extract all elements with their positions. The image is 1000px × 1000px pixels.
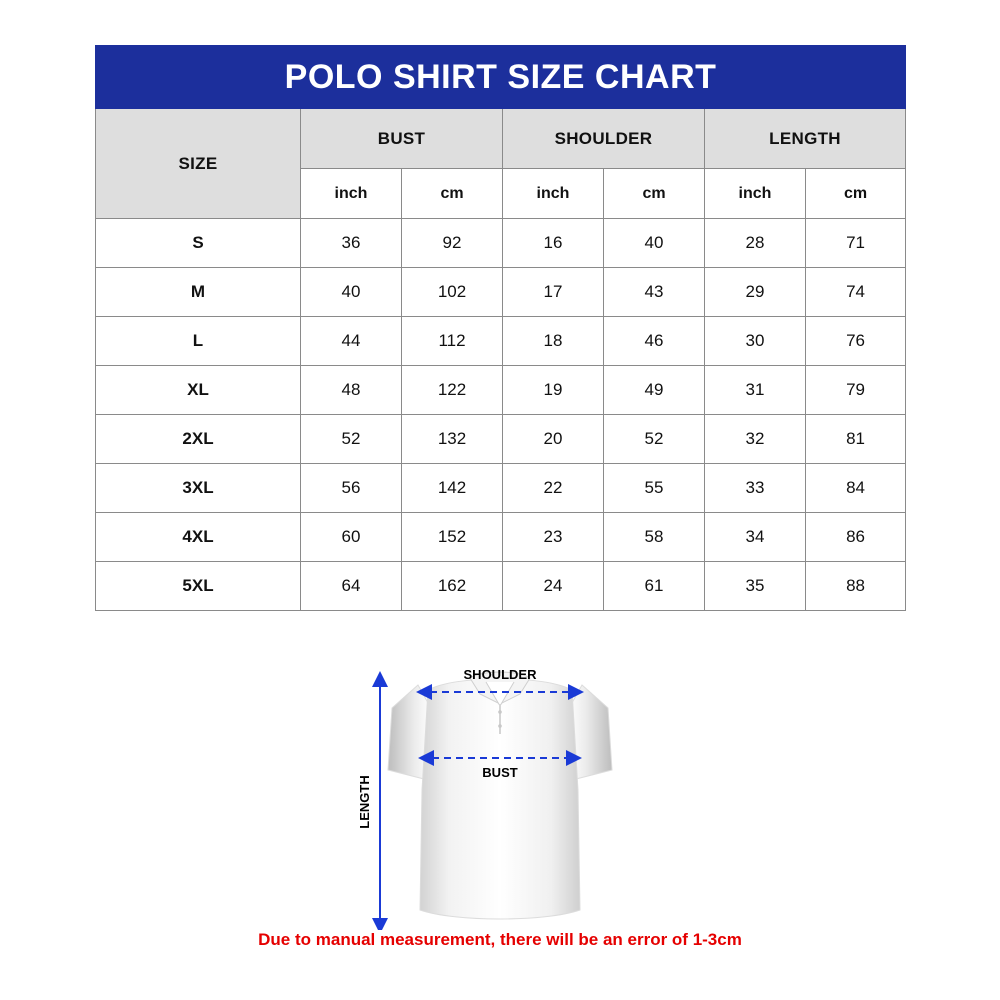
cell-length-inch: 32 — [705, 415, 806, 464]
shoulder-label: SHOULDER — [463, 667, 537, 682]
cell-shoulder-cm: 43 — [604, 268, 705, 317]
cell-bust-inch: 56 — [301, 464, 402, 513]
row-size-label: 3XL — [96, 464, 301, 513]
table-row — [96, 268, 906, 317]
row-size-label: 5XL — [96, 562, 301, 611]
table-row — [96, 464, 906, 513]
unit-length-inch: inch — [705, 169, 806, 219]
unit-shoulder-cm: cm — [604, 169, 705, 219]
chart-title-row — [96, 46, 906, 109]
header-length: LENGTH — [705, 109, 906, 169]
cell-shoulder-cm: 58 — [604, 513, 705, 562]
row-size-label: XL — [96, 366, 301, 415]
cell-bust-inch: 60 — [301, 513, 402, 562]
cell-bust-inch: 36 — [301, 219, 402, 268]
measurement-note: Due to manual measurement, there will be an error of 1-3cm — [258, 930, 742, 949]
measurement-illustration — [0, 630, 1000, 930]
cell-length-cm: 86 — [806, 513, 906, 562]
cell-length-inch: 34 — [705, 513, 806, 562]
table-row — [96, 562, 906, 611]
cell-shoulder-inch: 17 — [503, 268, 604, 317]
table-row — [96, 415, 906, 464]
cell-bust-cm: 132 — [402, 415, 503, 464]
table-row — [96, 513, 906, 562]
cell-bust-inch: 44 — [301, 317, 402, 366]
cell-length-cm: 76 — [806, 317, 906, 366]
cell-length-cm: 71 — [806, 219, 906, 268]
length-label: LENGTH — [357, 775, 372, 829]
cell-bust-inch: 52 — [301, 415, 402, 464]
cell-shoulder-cm: 52 — [604, 415, 705, 464]
cell-shoulder-inch: 20 — [503, 415, 604, 464]
cell-shoulder-inch: 18 — [503, 317, 604, 366]
row-size-label: 2XL — [96, 415, 301, 464]
table-row — [96, 219, 906, 268]
cell-shoulder-inch: 23 — [503, 513, 604, 562]
cell-length-inch: 30 — [705, 317, 806, 366]
cell-bust-cm: 162 — [402, 562, 503, 611]
header-size: SIZE — [96, 109, 301, 219]
cell-length-cm: 74 — [806, 268, 906, 317]
cell-bust-cm: 92 — [402, 219, 503, 268]
cell-bust-cm: 122 — [402, 366, 503, 415]
row-size-label: 4XL — [96, 513, 301, 562]
cell-length-inch: 33 — [705, 464, 806, 513]
cell-shoulder-cm: 61 — [604, 562, 705, 611]
cell-length-inch: 28 — [705, 219, 806, 268]
cell-length-inch: 29 — [705, 268, 806, 317]
cell-length-cm: 88 — [806, 562, 906, 611]
cell-shoulder-cm: 40 — [604, 219, 705, 268]
cell-shoulder-inch: 24 — [503, 562, 604, 611]
size-chart-table-wrapper — [95, 45, 905, 611]
header-bust: BUST — [301, 109, 503, 169]
cell-shoulder-cm: 49 — [604, 366, 705, 415]
page-title: POLO SHIRT SIZE CHART — [96, 46, 906, 109]
row-size-label: M — [96, 268, 301, 317]
unit-length-cm: cm — [806, 169, 906, 219]
cell-length-cm: 81 — [806, 415, 906, 464]
header-shoulder: SHOULDER — [503, 109, 705, 169]
table-row — [96, 317, 906, 366]
cell-bust-cm: 142 — [402, 464, 503, 513]
polo-shirt-graphic — [388, 672, 612, 919]
cell-length-cm: 79 — [806, 366, 906, 415]
cell-bust-inch: 40 — [301, 268, 402, 317]
cell-bust-cm: 112 — [402, 317, 503, 366]
cell-shoulder-inch: 16 — [503, 219, 604, 268]
unit-shoulder-inch: inch — [503, 169, 604, 219]
unit-bust-cm: cm — [402, 169, 503, 219]
cell-bust-inch: 48 — [301, 366, 402, 415]
cell-bust-inch: 64 — [301, 562, 402, 611]
size-chart-table — [95, 45, 906, 611]
unit-bust-inch: inch — [301, 169, 402, 219]
cell-length-cm: 84 — [806, 464, 906, 513]
cell-shoulder-inch: 22 — [503, 464, 604, 513]
cell-shoulder-inch: 19 — [503, 366, 604, 415]
bust-label: BUST — [482, 765, 518, 780]
row-size-label: L — [96, 317, 301, 366]
row-size-label: S — [96, 219, 301, 268]
group-header-row — [96, 109, 906, 169]
table-row — [96, 366, 906, 415]
cell-bust-cm: 102 — [402, 268, 503, 317]
cell-length-inch: 31 — [705, 366, 806, 415]
cell-shoulder-cm: 55 — [604, 464, 705, 513]
cell-length-inch: 35 — [705, 562, 806, 611]
length-measure-line — [357, 685, 380, 920]
cell-shoulder-cm: 46 — [604, 317, 705, 366]
cell-bust-cm: 152 — [402, 513, 503, 562]
